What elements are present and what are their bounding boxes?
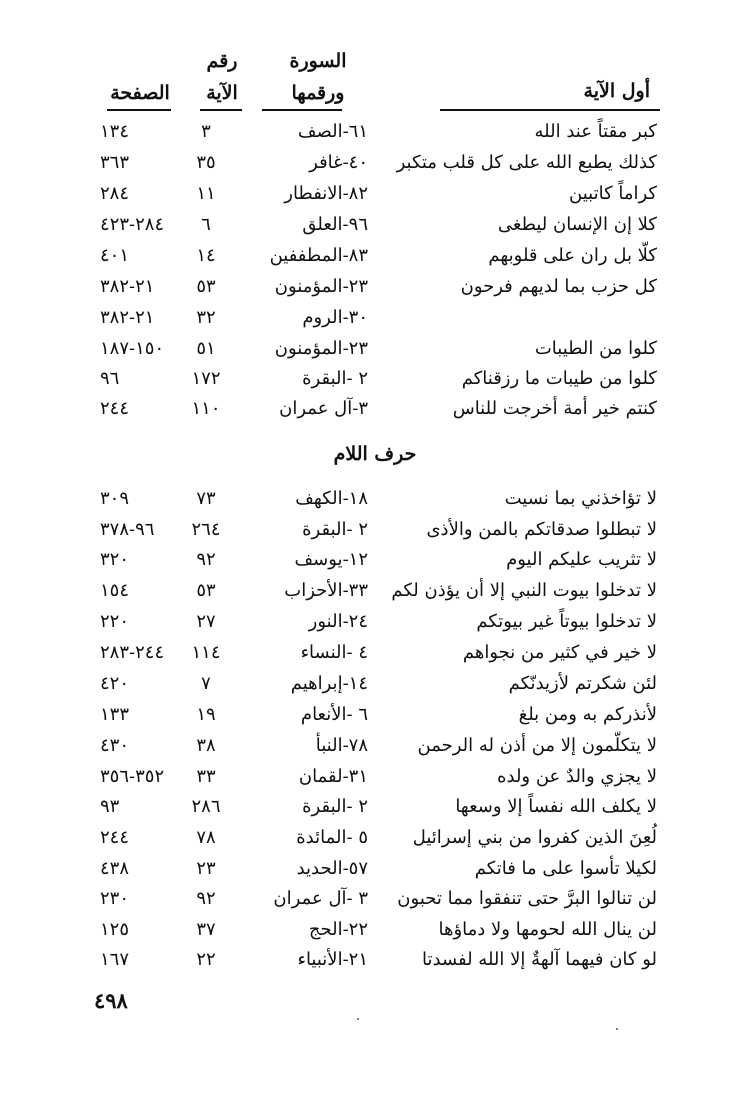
page-number: ٤٩٨ [94, 988, 128, 1013]
header-ayah-line1: رقم [206, 50, 238, 72]
page-ref: ٤٣٠ [100, 735, 130, 756]
index-row [0, 919, 750, 949]
page-ref: ٢٤٤-٢٨٣ [100, 642, 165, 663]
header-page-underline [107, 109, 171, 111]
page-ref: ٩٣ [100, 796, 120, 817]
page-ref: ٢٤٤ [100, 827, 130, 848]
ayah-number: ٣٧ [196, 919, 216, 940]
verse-text: لا يتكلّمون إلا من أذن له الرحمن [417, 735, 657, 756]
surah-cell: ٧٨-النبأ [315, 735, 368, 756]
ayah-number: ٧ [201, 673, 211, 694]
index-row [0, 827, 750, 857]
index-row [0, 766, 750, 796]
ayah-number: ٧٣ [196, 488, 216, 509]
index-row [0, 121, 750, 151]
index-row [0, 673, 750, 703]
header-ayah-line2: الآية [206, 82, 238, 104]
page-ref: ٩٦ [100, 368, 120, 389]
index-row [0, 488, 750, 518]
page-ref: ٤٠١ [100, 245, 130, 266]
verse-text: كلا إن الإنسان ليطغى [497, 214, 657, 235]
verse-text: لا تبطلوا صدقاتكم بالمن والأذى [426, 519, 657, 540]
verse-text: لا تدخلوا بيوت النبي إلا أن يؤذن لكم [391, 580, 657, 601]
verse-text: كل حزب بما لديهم فرحون [460, 276, 657, 297]
page-ref: ٢٣٠ [100, 888, 130, 909]
index-row [0, 611, 750, 641]
verse-text: كراماً كاتبين [569, 183, 657, 204]
index-row [0, 338, 750, 368]
page-ref: ٢٤٤ [100, 398, 130, 419]
verse-text: لا تدخلوا بيوتاً غير بيوتكم [476, 611, 657, 632]
index-row [0, 245, 750, 275]
page-ref: ٢١-٣٨٢ [100, 276, 155, 297]
page-ref: ٢٢٠ [100, 611, 130, 632]
header-surah-line1: السورة [289, 50, 347, 72]
surah-cell: ٢٣-المؤمنون [274, 338, 368, 359]
page-ref: ٣٢٠ [100, 549, 130, 570]
surah-cell: ٣ -آل عمران [273, 888, 368, 909]
ayah-number: ٣٨ [196, 735, 216, 756]
surah-cell: ٦١-الصف [297, 121, 368, 142]
scan-speck [357, 1018, 359, 1020]
ayah-number: ١٧٢ [191, 368, 221, 389]
ayah-number: ١٩ [196, 704, 216, 725]
surah-cell: ٣-آل عمران [279, 398, 368, 419]
index-row [0, 276, 750, 306]
verse-text: لا يجزي والدٌ عن ولده [497, 766, 657, 787]
surah-cell: ٢١-الأنبياء [297, 949, 368, 970]
ayah-number: ٢٢ [196, 949, 216, 970]
surah-cell: ١٨-الكهف [295, 488, 368, 509]
surah-cell: ٨٢-الانفطار [284, 183, 368, 204]
header-surah-underline [262, 109, 342, 111]
surah-cell: ٨٣-المطففين [269, 245, 368, 266]
index-row [0, 949, 750, 979]
index-row [0, 398, 750, 428]
verse-text: لا يكلف الله نفساً إلا وسعها [455, 796, 657, 817]
index-row [0, 580, 750, 610]
verse-text: لن ينال الله لحومها ولا دماؤها [438, 919, 657, 940]
header-verse-underline [440, 109, 660, 111]
verse-text: كلّا بل ران على قلوبهم [488, 245, 657, 266]
page-ref: ٤٢٠ [100, 673, 130, 694]
surah-cell: ١٢-يوسف [294, 549, 368, 570]
index-row [0, 519, 750, 549]
ayah-number: ٧٨ [196, 827, 216, 848]
page-ref: ٣٦٣ [100, 152, 130, 173]
surah-cell: ٢ -البقرة [302, 796, 368, 817]
ayah-number: ١١ [196, 183, 216, 204]
index-row [0, 796, 750, 826]
surah-cell: ٥ -المائدة [296, 827, 368, 848]
ayah-number: ٥٣ [196, 580, 216, 601]
page-ref: ٤٣٨ [100, 858, 130, 879]
index-row [0, 888, 750, 918]
verse-text: لو كان فيهما آلهةٌ إلا الله لفسدتا [422, 949, 657, 970]
surah-cell: ٢٢-الحج [308, 919, 368, 940]
verse-text: لئن شكرتم لأزيدنّكم [508, 673, 657, 694]
header-surah-line2: ورقمها [291, 82, 345, 104]
verse-text: لن تنالوا البرَّ حتى تنفقوا مما تحبون [397, 888, 657, 909]
ayah-number: ٦ [201, 214, 211, 235]
page-ref: ١٣٤ [100, 121, 130, 142]
surah-cell: ٢٤-النور [308, 611, 368, 632]
index-row [0, 858, 750, 888]
surah-cell: ٣١-لقمان [298, 766, 368, 787]
ayah-number: ٣٣ [196, 766, 216, 787]
verse-text: لا تثريب عليكم اليوم [506, 549, 657, 570]
verse-text: لأنذركم به ومن بلغ [518, 704, 657, 725]
index-row [0, 152, 750, 182]
index-row [0, 704, 750, 734]
ayah-number: ٢٣ [196, 858, 216, 879]
page-ref: ٣٥٢-٣٥٦ [100, 766, 165, 787]
index-row [0, 307, 750, 337]
ayah-number: ٢٨٦ [191, 796, 221, 817]
page-ref: ١٣٣ [100, 704, 130, 725]
ayah-number: ٣ [201, 121, 211, 142]
page-ref: ٢٨٤ [100, 183, 130, 204]
page-ref: ١٦٧ [100, 949, 130, 970]
surah-cell: ٢ -البقرة [302, 368, 368, 389]
surah-cell: ٤ -النساء [300, 642, 368, 663]
ayah-number: ٥١ [196, 338, 216, 359]
surah-cell: ١٤-إبراهيم [290, 673, 368, 694]
ayah-number: ٩٢ [196, 888, 216, 909]
surah-cell: ٦ -الأنعام [300, 704, 368, 725]
ayah-number: ٢٧ [196, 611, 216, 632]
ayah-number: ٣٢ [196, 307, 216, 328]
header-page: الصفحة [110, 82, 170, 104]
verse-text: لا خير في كثير من نجواهم [462, 642, 657, 663]
ayah-number: ٣٥ [196, 152, 216, 173]
index-row [0, 642, 750, 672]
surah-cell: ٢٣-المؤمنون [274, 276, 368, 297]
surah-cell: ٥٧-الحديد [296, 858, 368, 879]
verse-text: كبر مقتاً عند الله [534, 121, 657, 142]
verse-text: كلوا من الطيبات [534, 338, 657, 359]
ayah-number: ١١٠ [191, 398, 221, 419]
surah-cell: ٢ -البقرة [302, 519, 368, 540]
scan-speck [616, 1028, 618, 1030]
verse-text: لكيلا تأسوا على ما فاتكم [474, 858, 657, 879]
section-title: حرف اللام [333, 443, 417, 465]
verse-text: كذلك يطبع الله على كل قلب متكبر [396, 152, 657, 173]
ayah-number: ١٤ [196, 245, 216, 266]
page-ref: ١٢٥ [100, 919, 130, 940]
surah-cell: ٣٣-الأحزاب [284, 580, 368, 601]
index-row [0, 549, 750, 579]
verse-text: كلوا من طيبات ما رزقناكم [461, 368, 657, 389]
header-verse: أول الآية [583, 80, 650, 102]
page-ref: ١٥٠-١٨٧ [100, 338, 165, 359]
verse-text: لا تؤاخذني بما نسيت [504, 488, 657, 509]
verse-text: كنتم خير أمة أخرجت للناس [452, 398, 657, 419]
ayah-number: ١١٤ [191, 642, 221, 663]
index-row [0, 183, 750, 213]
index-row [0, 368, 750, 398]
page-ref: ٢١-٣٨٢ [100, 307, 155, 328]
ayah-number: ٢٦٤ [191, 519, 221, 540]
index-row [0, 214, 750, 244]
surah-cell: ٩٦-العلق [302, 214, 368, 235]
ayah-number: ٩٢ [196, 549, 216, 570]
index-row [0, 735, 750, 765]
page-ref: ٩٦-٣٧٨ [100, 519, 155, 540]
verse-text: لُعِنَ الذين كفروا من بني إسرائيل [412, 827, 657, 848]
page-ref: ٣٠٩ [100, 488, 130, 509]
surah-cell: ٣٠-الروم [302, 307, 368, 328]
page-ref: ١٥٤ [100, 580, 130, 601]
header-ayah-underline [200, 109, 242, 111]
ayah-number: ٥٣ [196, 276, 216, 297]
surah-cell: ٤٠-غافر [309, 152, 368, 173]
page-ref: ٢٨٤-٤٢٣ [100, 214, 165, 235]
